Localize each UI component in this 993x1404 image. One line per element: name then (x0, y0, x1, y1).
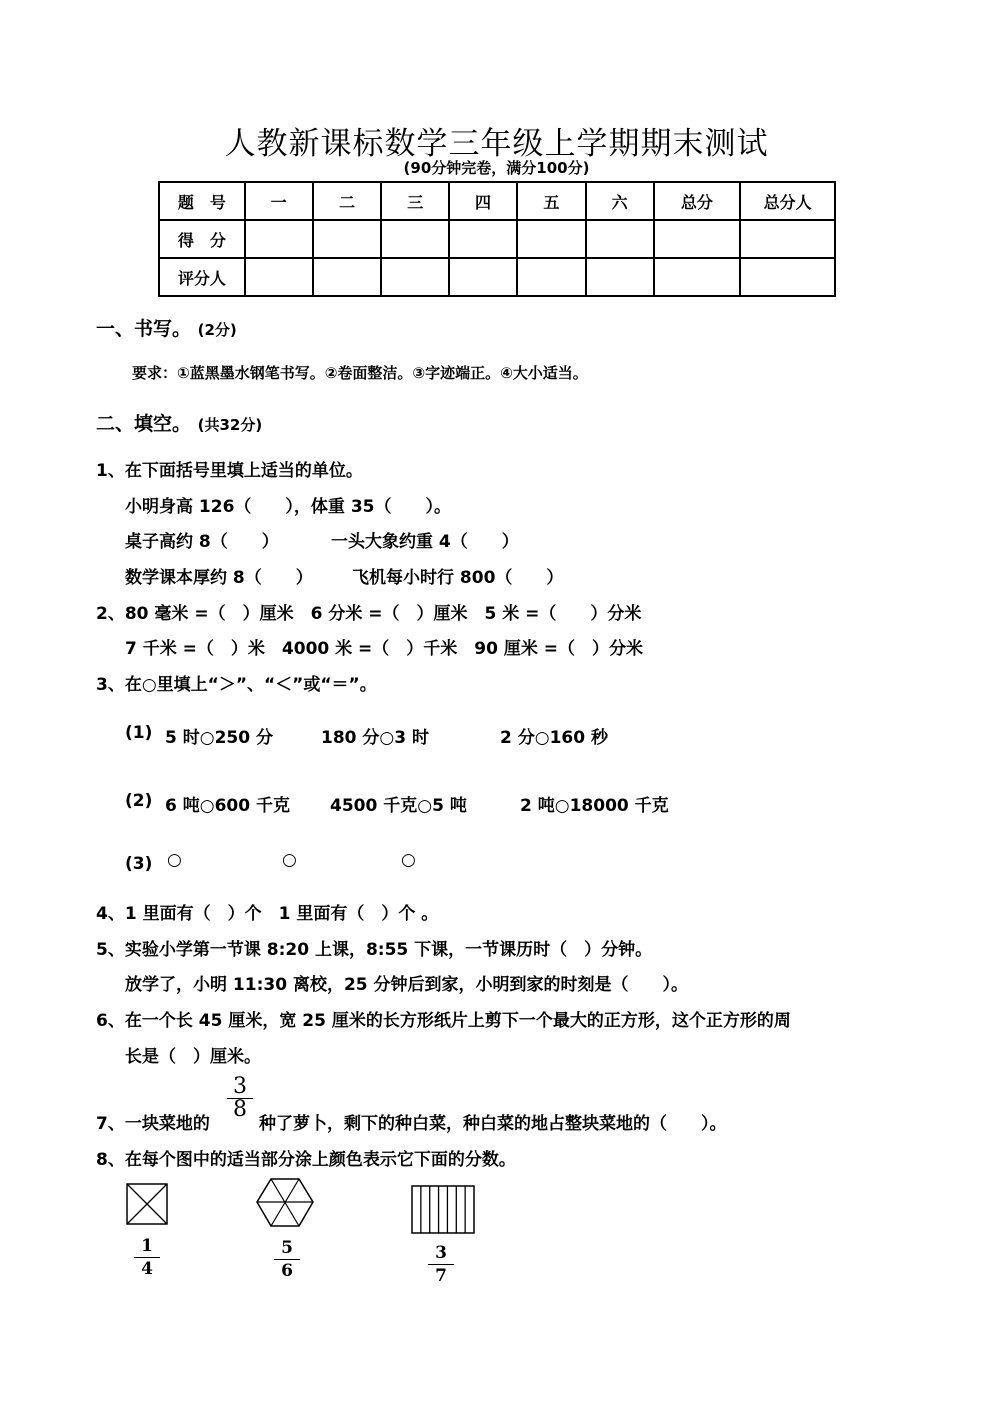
fraction-3-7 (428, 1243, 454, 1286)
q6-line2: 长是（ ）厘米。 (125, 1047, 261, 1067)
header-cell: 三 (381, 182, 449, 220)
q4-text: 4、1 里面有（ ）个 1 里面有（ ）个 。 (96, 904, 439, 924)
q1-line2b: 一头大象约重 4（ ） (331, 532, 519, 552)
q1-line1: 小明身高 126（ ），体重 35（ ）。 (125, 497, 451, 517)
q3-r3-circle[interactable]: ○ (167, 850, 182, 870)
fraction-bar (134, 1257, 160, 1258)
header-cell: 题 号 (159, 182, 245, 220)
fraction-bar (428, 1264, 454, 1265)
fraction-numerator: 3 (435, 1243, 447, 1263)
q1-line3a: 数学课本厚约 8（ ） (125, 568, 313, 588)
rectangle-striped-icon[interactable] (412, 1186, 474, 1233)
fraction-denominator: 4 (141, 1259, 153, 1279)
header-cell: 二 (313, 182, 382, 220)
q3-r3-circle[interactable]: ○ (401, 850, 416, 870)
header-cell: 六 (586, 182, 654, 220)
page-title: 人教新课标数学三年级上学期期末测试 (224, 126, 769, 162)
q5-line2: 放学了，小明 11:30 离校，25 分钟后到家，小明到家的时刻是（ ）。 (125, 975, 689, 995)
q5-line1: 5、实验小学第一节课 8:20 上课，8:55 下课，一节课历时（ ）分钟。 (96, 940, 653, 960)
section1-title: 一、书写。 (96, 318, 192, 340)
q3-r2-label: (2) (125, 791, 153, 811)
q3-stem: 3、在○里填上“＞”、“＜”或“＝”。 (96, 675, 377, 695)
q1-line2a: 桌子高约 8（ ） (125, 532, 279, 552)
section2-points: (共32分) (197, 416, 263, 434)
q2-line2: 7 千米 =（ ）米 4000 米 =（ ）千米 90 厘米 =（ ）分米 (125, 639, 644, 659)
q3-r1-item: 2 分○160 秒 (500, 728, 608, 748)
q3-r1-item: 5 时○250 分 (165, 728, 273, 748)
fraction-denominator: 7 (435, 1266, 447, 1286)
fraction-1-4 (134, 1236, 160, 1279)
square-crossed-icon[interactable] (127, 1184, 167, 1224)
section1-points: (2分) (197, 321, 237, 339)
row-label: 得 分 (159, 220, 245, 258)
q7-frac-numerator: 3 (233, 1074, 247, 1099)
q3-r3-circle[interactable]: ○ (282, 850, 297, 870)
fraction-numerator: 1 (141, 1236, 153, 1256)
q3-r3-label: (3) (125, 854, 153, 874)
q8-stem: 8、在每个图中的适当部分涂上颜色表示它下面的分数。 (96, 1150, 516, 1170)
section2-title: 二、填空。 (96, 413, 192, 435)
section1-requirement: 要求：①蓝黑墨水钢笔书写。②卷面整洁。③字迹端正。④大小适当。 (132, 364, 588, 382)
fraction-denominator: 6 (281, 1261, 293, 1281)
q3-r2-item: 2 吨○18000 千克 (520, 796, 669, 816)
q3-r1-label: (1) (125, 723, 153, 743)
q7-suffix: 种了萝卜，剩下的种白菜，种白菜的地占整块菜地的（ ）。 (259, 1114, 727, 1134)
q1-stem: 1、在下面括号里填上适当的单位。 (96, 461, 363, 481)
q6-line1: 6、在一个长 45 厘米，宽 25 厘米的长方形纸片上剪下一个最大的正方形，这个正方形的周 (96, 1011, 791, 1031)
header-cell: 四 (449, 182, 517, 220)
q1-line3b: 飞机每小时行 800（ ） (352, 568, 564, 588)
q3-r2-item: 4500 千克○5 吨 (330, 796, 467, 816)
row-label: 评分人 (159, 258, 245, 296)
header-cell: 总分人 (740, 182, 835, 220)
header-cell: 一 (245, 182, 313, 220)
hexagon-divided-icon[interactable] (257, 1179, 313, 1226)
fraction-numerator: 5 (281, 1238, 293, 1258)
header-cell: 五 (517, 182, 586, 220)
fraction-5-6 (274, 1238, 300, 1281)
q7-frac-denominator: 8 (233, 1097, 247, 1122)
header-cell: 总分 (654, 182, 741, 220)
q3-r1-item: 180 分○3 时 (321, 728, 429, 748)
q7-prefix: 7、一块菜地的 (96, 1114, 210, 1134)
q2-line1: 2、80 毫米 =（ ）厘米 6 分米 =（ ）厘米 5 米 =（ ）分米 (96, 604, 642, 624)
q3-r2-item: 6 吨○600 千克 (165, 796, 290, 816)
fraction-bar (274, 1259, 300, 1260)
page-subtitle: (90分钟完卷，满分100分) (403, 159, 590, 177)
